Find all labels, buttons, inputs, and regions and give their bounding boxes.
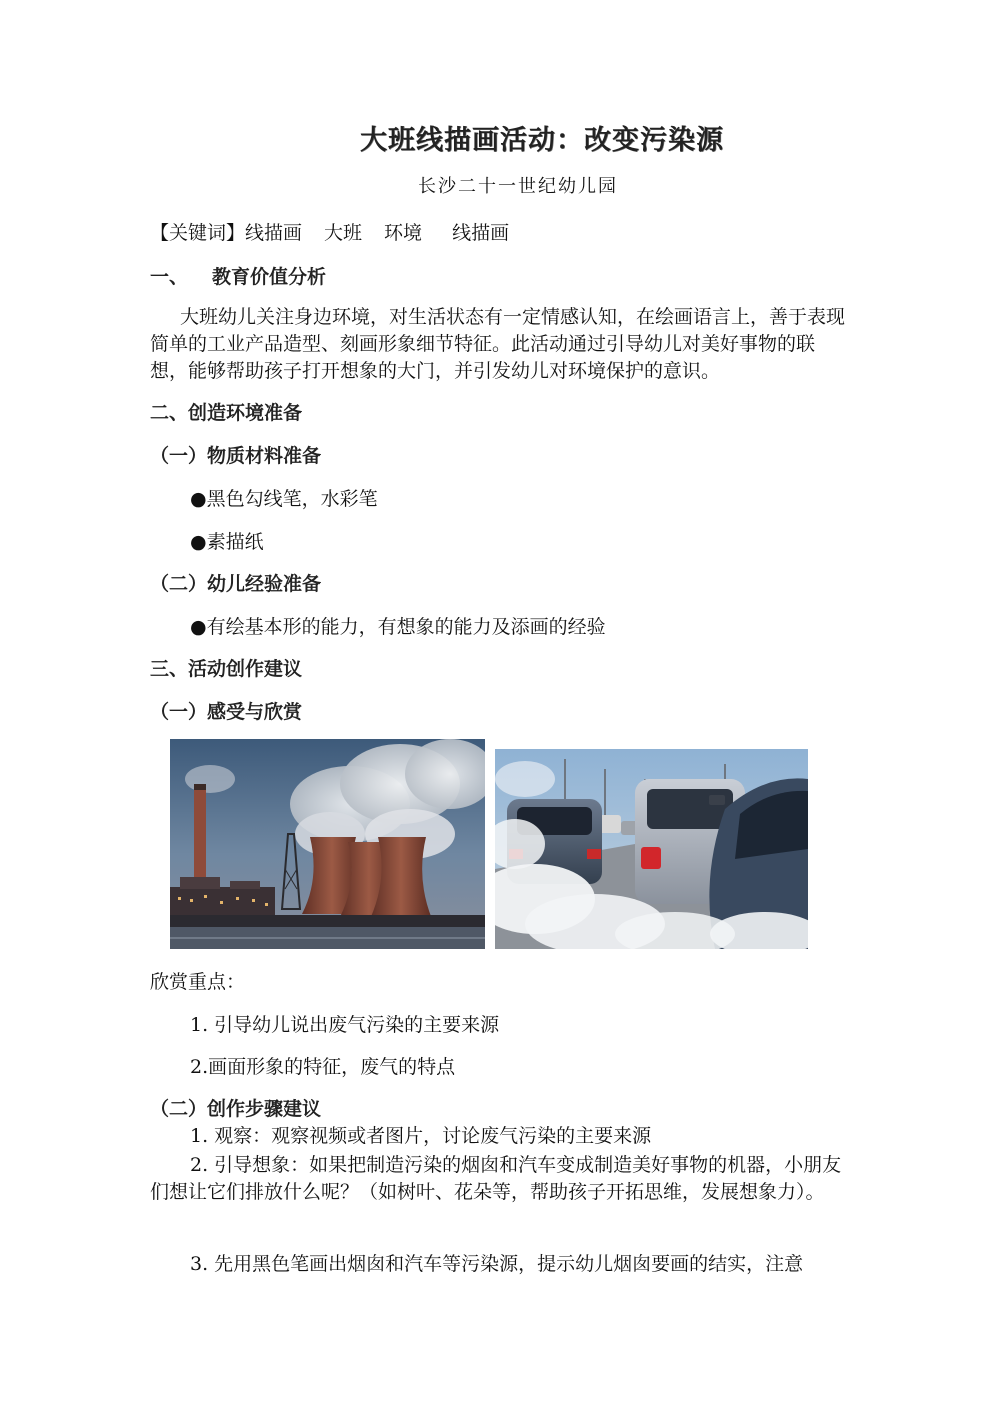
focus-item: 2.画面形象的特征，废气的特点	[190, 1056, 456, 1078]
subsection-heading: （一）感受与欣赏	[150, 701, 303, 723]
section-title: 教育价值分析	[212, 266, 327, 288]
document-title: 大班线描画活动：改变污染源	[360, 125, 724, 156]
subsection-heading: （二）幼儿经验准备	[150, 573, 322, 595]
list-item: ●素描纸	[190, 531, 264, 553]
step-item: 1. 观察：观察视频或者图片，讨论废气污染的主要来源	[190, 1125, 652, 1147]
subsection-heading: （二）创作步骤建议	[150, 1098, 322, 1120]
keyword-item: 线描画	[245, 222, 303, 244]
section-heading	[150, 262, 326, 289]
keyword-item: 大班	[324, 222, 363, 244]
traffic-exhaust-photo	[495, 749, 808, 949]
paragraph: 大班幼儿关注身边环境，对生活状态有一定情感认知，在绘画语言上，善于表现简单的工业产品造型、刻画形象细节特征。此活动通过引导幼儿对美好事物的联想，能够帮助孩子打开想象的大门，并引发幼儿对环境保护的意识。	[150, 306, 846, 382]
focus-label: 欣赏重点：	[150, 971, 246, 993]
list-item: ●有绘基本形的能力，有想象的能力及添画的经验	[190, 616, 606, 638]
focus-item: 1. 引导幼儿说出废气污染的主要来源	[190, 1014, 500, 1036]
list-item: ●黑色勾线笔，水彩笔	[190, 488, 378, 510]
keyword-item: 线描画	[452, 222, 510, 244]
section-number: 一、	[150, 266, 189, 288]
section-heading: 三、活动创作建议	[150, 658, 303, 680]
section-heading: 二、创造环境准备	[150, 402, 303, 424]
keyword-item: 环境	[384, 222, 423, 244]
step-item: 2. 引导想象：如果把制造污染的烟囱和汽车变成制造美好事物的机器，小朋友们想让它们排放什么呢？（如树叶、花朵等，帮助孩子开拓思维，发展想象力）。	[150, 1154, 842, 1203]
step-item: 3. 先用黑色笔画出烟囱和汽车等污染源，提示幼儿烟囱要画的结实，注意	[190, 1253, 804, 1275]
subsection-heading: （一）物质材料准备	[150, 445, 322, 467]
document-author: 长沙二十一世纪幼儿园	[418, 176, 618, 197]
factory-cooling-towers-photo	[170, 739, 485, 949]
keywords-label: 【关键词】	[150, 222, 246, 244]
keywords-line	[150, 218, 509, 245]
